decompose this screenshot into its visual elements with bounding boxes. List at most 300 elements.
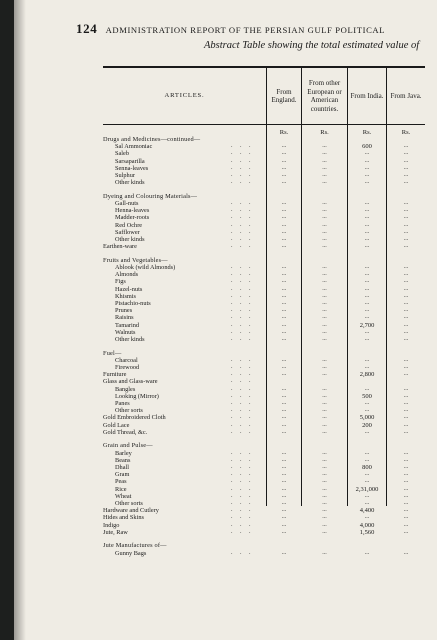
- page-number: 124: [76, 21, 98, 36]
- table-cell: ...: [403, 364, 409, 370]
- leader-dots: . . .: [231, 514, 254, 521]
- table-cell: ...: [322, 356, 327, 363]
- table-caption: Abstract Table showing the total estimated value of: [204, 40, 420, 51]
- table-row: [103, 158, 428, 165]
- table-cell: ...: [322, 421, 327, 428]
- table-cell: ...: [281, 164, 287, 171]
- table-row: [103, 393, 428, 400]
- table-cell: ...: [322, 456, 327, 463]
- table-cell: ...: [281, 356, 287, 363]
- table-cell: ...: [403, 385, 409, 392]
- table-cell: ...: [281, 492, 287, 499]
- leader-dots: . . .: [231, 464, 254, 470]
- table-cell: ...: [403, 392, 409, 399]
- table-cell: ...: [322, 492, 327, 499]
- table-row: [103, 150, 428, 157]
- table-row: [103, 464, 428, 471]
- table-cell: 4,000: [359, 521, 375, 529]
- table-cell: ...: [364, 385, 370, 392]
- table-row: [103, 493, 428, 500]
- leader-dots: . . .: [231, 285, 254, 292]
- table-cell: ...: [403, 172, 409, 178]
- row-label: Almonds: [115, 271, 139, 279]
- table-cell: ...: [364, 278, 370, 285]
- table-cell: ...: [322, 428, 327, 435]
- row-label: Walnuts: [115, 328, 136, 336]
- row-label: Tamarind: [115, 321, 140, 329]
- table-cell: ...: [281, 336, 287, 342]
- row-label: Dhall: [115, 464, 129, 471]
- table-cell: ...: [281, 292, 287, 299]
- table-cell: ...: [403, 143, 409, 150]
- table-cell: ...: [403, 500, 409, 506]
- table-row: [103, 329, 428, 336]
- leader-dots: . . .: [231, 449, 254, 456]
- table-cell: ...: [281, 300, 287, 306]
- table-cell: ...: [322, 328, 327, 335]
- leader-dots: . . .: [231, 500, 254, 506]
- table-row: [103, 200, 428, 207]
- leader-dots: . . .: [231, 164, 254, 171]
- table-cell: ...: [281, 521, 287, 528]
- table-row: [103, 486, 428, 493]
- table-row: [103, 407, 428, 414]
- row-label: Khismis: [115, 292, 136, 300]
- column-header-india: From India.: [350, 91, 384, 100]
- table-cell: ...: [281, 143, 287, 150]
- leader-dots: . . .: [231, 428, 254, 435]
- table-cell: ...: [364, 492, 370, 499]
- leader-dots: . . .: [231, 507, 254, 514]
- leader-dots: . . .: [231, 228, 254, 235]
- row-label: Furniture: [103, 371, 127, 379]
- leader-dots: . . .: [231, 172, 254, 178]
- table-cell: ...: [403, 214, 409, 221]
- table-cell: ...: [281, 207, 287, 214]
- table-cell: ...: [403, 150, 409, 157]
- column-header-java: From Java.: [390, 91, 422, 100]
- table-cell: ...: [403, 307, 409, 314]
- table-cell: ...: [364, 236, 370, 242]
- table-cell: ...: [364, 307, 370, 314]
- row-label: Earthen-ware: [103, 243, 137, 251]
- table-cell: 4,400: [359, 507, 375, 515]
- leader-dots: . . .: [231, 456, 254, 463]
- row-label: Figs: [115, 278, 126, 286]
- row-label: Gold Thread, &c.: [103, 428, 148, 436]
- table-cell: ...: [403, 492, 409, 499]
- table-cell: 600: [362, 143, 372, 151]
- table-row: [103, 165, 428, 172]
- table-cell: ...: [364, 478, 370, 485]
- table-cell: ...: [281, 328, 287, 335]
- table-cell: ...: [322, 336, 327, 342]
- leader-dots: . . .: [231, 421, 254, 428]
- table-cell: ...: [364, 292, 370, 299]
- row-label: Glass and Glass-ware: [103, 378, 158, 386]
- column-header-articles: ARTICLES.: [164, 91, 205, 99]
- table-cell: ...: [281, 464, 287, 470]
- table-cell: ...: [281, 421, 287, 428]
- table-row: [103, 507, 428, 514]
- table-cell: ...: [281, 200, 287, 206]
- table-cell: ...: [403, 285, 409, 292]
- table-cell: ...: [364, 300, 370, 306]
- leader-dots: . . .: [231, 492, 254, 499]
- table-cell: 1,560: [359, 528, 375, 536]
- table-cell: ...: [403, 414, 409, 421]
- table-cell: ...: [364, 356, 370, 363]
- table-cell: ...: [322, 471, 327, 478]
- table-cell: ...: [322, 514, 327, 521]
- table-row: [103, 400, 428, 407]
- table-cell: ...: [403, 300, 409, 306]
- table-cell: ...: [364, 549, 370, 556]
- table-cell: ...: [322, 150, 327, 157]
- row-label: Beans: [115, 456, 131, 464]
- leader-dots: . . .: [231, 521, 254, 528]
- row-label: Rice: [115, 485, 127, 493]
- table-cell: ...: [322, 449, 327, 456]
- table-cell: ...: [403, 371, 409, 378]
- table-row: [103, 214, 428, 221]
- table-row: [103, 478, 428, 485]
- table-cell: ...: [322, 364, 327, 370]
- table-cell: ...: [403, 179, 409, 186]
- table-cell: ...: [403, 400, 409, 406]
- table-cell: ...: [281, 307, 287, 314]
- table-cell: ...: [322, 228, 327, 235]
- table-row: [103, 429, 428, 436]
- leader-dots: . . .: [231, 392, 254, 399]
- table-cell: ...: [322, 307, 327, 314]
- table-cell: ...: [281, 285, 287, 292]
- row-label: Safflower: [115, 228, 140, 236]
- table-cell: ...: [364, 243, 370, 250]
- row-label: Red Ochre: [115, 221, 143, 229]
- row-label: Firewood: [115, 364, 140, 371]
- table-row: [103, 386, 428, 393]
- table-cell: ...: [403, 264, 409, 270]
- table-cell: ...: [364, 456, 370, 463]
- row-label: Gunny Bags: [115, 549, 147, 557]
- table-row: [103, 222, 428, 229]
- table-cell: ...: [281, 414, 287, 421]
- table-cell: ...: [364, 336, 370, 342]
- table-cell: ...: [281, 500, 287, 506]
- row-label: Other kinds: [115, 336, 145, 343]
- table-section-heading: [103, 136, 428, 143]
- leader-dots: . . .: [231, 407, 254, 414]
- row-label: Dyeing and Colouring Materials—: [103, 192, 198, 200]
- table-row: [103, 307, 428, 314]
- table-row: [103, 457, 428, 464]
- table-cell: ...: [281, 371, 287, 378]
- table-cell: ...: [281, 407, 287, 414]
- row-label: Jute Manufactures of—: [103, 542, 167, 550]
- row-label: Pistachio-nuts: [115, 300, 151, 307]
- row-label: Looking (Mirror): [115, 392, 159, 400]
- table-cell: ...: [322, 200, 327, 206]
- leader-dots: . . .: [231, 400, 254, 406]
- row-label: Hardware and Cutlery: [103, 507, 159, 515]
- table-cell: ...: [403, 243, 409, 250]
- leader-dots: . . .: [231, 278, 254, 285]
- table-cell: ...: [364, 200, 370, 206]
- table-cell: ...: [403, 485, 409, 492]
- leader-dots: . . .: [231, 371, 254, 378]
- table-cell: ...: [403, 428, 409, 435]
- leader-dots: . . .: [231, 485, 254, 492]
- table-cell: ...: [403, 228, 409, 235]
- table-row: [103, 293, 428, 300]
- table-cell: ...: [364, 264, 370, 270]
- leader-dots: . . .: [231, 307, 254, 314]
- table-cell: ...: [322, 385, 327, 392]
- table-cell: ...: [281, 150, 287, 157]
- table-cell: ...: [281, 549, 287, 556]
- table-cell: 5,000: [359, 414, 375, 422]
- table-cell: ...: [281, 314, 287, 321]
- table-cell: ...: [281, 221, 287, 228]
- table-cell: ...: [403, 164, 409, 171]
- table-row: [103, 471, 428, 478]
- table-cell: ...: [322, 414, 327, 421]
- table-cell: ...: [322, 164, 327, 171]
- table-cell: ...: [322, 392, 327, 399]
- row-label: Other kinds: [115, 179, 145, 187]
- leader-dots: . . .: [231, 243, 254, 250]
- table-row: [103, 414, 428, 421]
- row-label: Drugs and Medicines—continued—: [103, 136, 201, 143]
- table-cell: ...: [322, 285, 327, 292]
- table-cell: ...: [281, 172, 287, 178]
- table-row: [103, 271, 428, 278]
- table-cell: ...: [281, 214, 287, 221]
- leader-dots: . . .: [231, 364, 254, 370]
- table-cell: ...: [403, 271, 409, 278]
- table-cell: ...: [403, 449, 409, 456]
- currency-label: Rs.: [279, 129, 289, 136]
- table-cell: ...: [281, 507, 287, 514]
- table-row: [103, 179, 428, 186]
- table-cell: ...: [403, 514, 409, 521]
- table-cell: ...: [403, 456, 409, 463]
- table-cell: 500: [362, 392, 372, 400]
- row-label: Wheat: [115, 492, 132, 500]
- table-cell: ...: [364, 328, 370, 335]
- row-label: Prunes: [115, 307, 133, 315]
- table-cell: ...: [364, 285, 370, 292]
- table-cell: ...: [403, 336, 409, 342]
- leader-dots: . . .: [231, 214, 254, 221]
- row-label: Charcoal: [115, 356, 138, 364]
- currency-label: Rs.: [320, 129, 329, 136]
- table-cell: ...: [322, 464, 327, 470]
- table-row: [103, 550, 428, 557]
- table-cell: ...: [322, 314, 327, 321]
- leader-dots: . . .: [231, 207, 254, 214]
- row-label: Panes: [115, 400, 130, 407]
- table-row: [103, 529, 428, 536]
- row-label: Other sorts: [115, 407, 143, 415]
- table-cell: ...: [403, 528, 409, 535]
- leader-dots: . . .: [231, 549, 254, 556]
- table-cell: ...: [322, 400, 327, 406]
- table-cell: ...: [322, 300, 327, 306]
- table-cell: ...: [281, 392, 287, 399]
- table-cell: ...: [403, 221, 409, 228]
- table-cell: ...: [281, 179, 287, 186]
- table-cell: ...: [403, 549, 409, 556]
- table-cell: ...: [322, 236, 327, 242]
- leader-dots: . . .: [231, 150, 254, 157]
- table-row: [103, 336, 428, 343]
- table-cell: ...: [281, 478, 287, 485]
- table-cell: ...: [364, 271, 370, 278]
- table-cell: ...: [322, 172, 327, 178]
- table-cell: ...: [281, 157, 287, 164]
- leader-dots: . . .: [231, 292, 254, 299]
- table-row: [103, 229, 428, 236]
- table-cell: ...: [281, 264, 287, 270]
- table-cell: ...: [364, 207, 370, 214]
- table-row: [103, 371, 428, 378]
- leader-dots: . . .: [231, 336, 254, 342]
- table-cell: ...: [403, 278, 409, 285]
- leader-dots: . . .: [231, 314, 254, 321]
- running-header: [76, 21, 426, 37]
- table-row: [103, 314, 428, 321]
- table-cell: ...: [281, 528, 287, 535]
- table-cell: ...: [281, 449, 287, 456]
- table-cell: ...: [403, 207, 409, 214]
- row-label: Gold Lace: [103, 421, 130, 429]
- table-row: [103, 500, 428, 507]
- table-cell: ...: [364, 179, 370, 186]
- table-cell: ...: [364, 400, 370, 406]
- table-cell: ...: [364, 228, 370, 235]
- row-label: Sulphur: [115, 172, 135, 179]
- table-cell: ...: [281, 514, 287, 521]
- column-header-england: From England.: [271, 87, 297, 104]
- row-label: Hides and Skins: [103, 514, 144, 522]
- table-cell: ...: [403, 507, 409, 514]
- row-label: Gold Embroidered Cloth: [103, 414, 166, 422]
- row-label: Fruits and Vegetables—: [103, 256, 168, 264]
- table-cell: ...: [364, 407, 370, 414]
- table-cell: ...: [322, 407, 327, 414]
- table-cell: ...: [403, 478, 409, 485]
- table-row: [103, 207, 428, 214]
- table-cell: ...: [364, 150, 370, 157]
- table-cell: ...: [281, 428, 287, 435]
- table-cell: ...: [364, 428, 370, 435]
- leader-dots: . . .: [231, 321, 254, 328]
- table-section-heading: [103, 442, 428, 449]
- leader-dots: . . .: [231, 200, 254, 206]
- table-cell: ...: [364, 157, 370, 164]
- table-cell: ...: [364, 364, 370, 370]
- leader-dots: . . .: [231, 179, 254, 186]
- table-row: [103, 450, 428, 457]
- table-cell: ...: [403, 314, 409, 321]
- table-row: [103, 514, 428, 521]
- table-cell: ...: [322, 207, 327, 214]
- table-row: [103, 300, 428, 307]
- table-row: [103, 357, 428, 364]
- table-cell: ...: [364, 172, 370, 178]
- running-title: ADMINISTRATION REPORT OF THE PERSIAN GULF POLITICAL: [105, 25, 386, 35]
- table-cell: ...: [364, 314, 370, 321]
- row-label: Ablook (wild Almonds): [115, 264, 176, 271]
- table-row: [103, 364, 428, 371]
- table-cell: ...: [322, 179, 327, 186]
- table-cell: ...: [322, 507, 327, 514]
- table-cell: ...: [403, 407, 409, 414]
- column-header-other-europe: From other European or American countries.: [307, 79, 342, 113]
- table-cell: ...: [281, 385, 287, 392]
- leader-dots: . . .: [231, 414, 254, 421]
- table-cell: ...: [322, 521, 327, 528]
- table-cell: ...: [322, 271, 327, 278]
- row-label: Senna-leaves: [115, 164, 149, 172]
- table-cell: ...: [364, 449, 370, 456]
- table-cell: ...: [281, 321, 287, 328]
- leader-dots: . . .: [231, 300, 254, 306]
- row-label: Henna-leaves: [115, 207, 150, 215]
- table-row: [103, 172, 428, 179]
- row-label: Peas: [115, 478, 127, 486]
- leader-dots: . . .: [231, 385, 254, 392]
- table-cell: ...: [403, 321, 409, 328]
- table-cell: 2,800: [359, 371, 375, 379]
- table-cell: ...: [281, 364, 287, 370]
- table-section-heading: [103, 350, 428, 357]
- table-row: [103, 278, 428, 285]
- leader-dots: . . .: [231, 264, 254, 270]
- leader-dots: . . .: [231, 221, 254, 228]
- table-cell: ...: [403, 521, 409, 528]
- table-cell: 800: [362, 464, 372, 471]
- table-row: [103, 286, 428, 293]
- leader-dots: . . .: [231, 236, 254, 242]
- table-row: [103, 143, 428, 150]
- leader-dots: . . .: [231, 143, 254, 150]
- table-cell: ...: [322, 500, 327, 506]
- table-row: [103, 378, 428, 385]
- table-cell: ...: [322, 549, 327, 556]
- table-cell: ...: [403, 236, 409, 242]
- table-cell: ...: [322, 371, 327, 378]
- table-cell: ...: [322, 243, 327, 250]
- row-label: Sal Ammoniac: [115, 143, 153, 151]
- table-cell: ...: [281, 485, 287, 492]
- table-cell: ...: [322, 264, 327, 270]
- table-cell: ...: [322, 143, 327, 150]
- table-cell: ...: [322, 478, 327, 485]
- row-label: Barley: [115, 449, 132, 457]
- table-cell: ...: [322, 221, 327, 228]
- row-label: Hazel-nuts: [115, 285, 143, 293]
- table-header-rule: [103, 124, 425, 125]
- row-label: Gram: [115, 471, 130, 479]
- table-cell: ...: [322, 528, 327, 535]
- row-label: Jute, Raw: [103, 528, 128, 536]
- table-row: [103, 522, 428, 529]
- table-cell: ...: [403, 157, 409, 164]
- table-cell: ...: [281, 243, 287, 250]
